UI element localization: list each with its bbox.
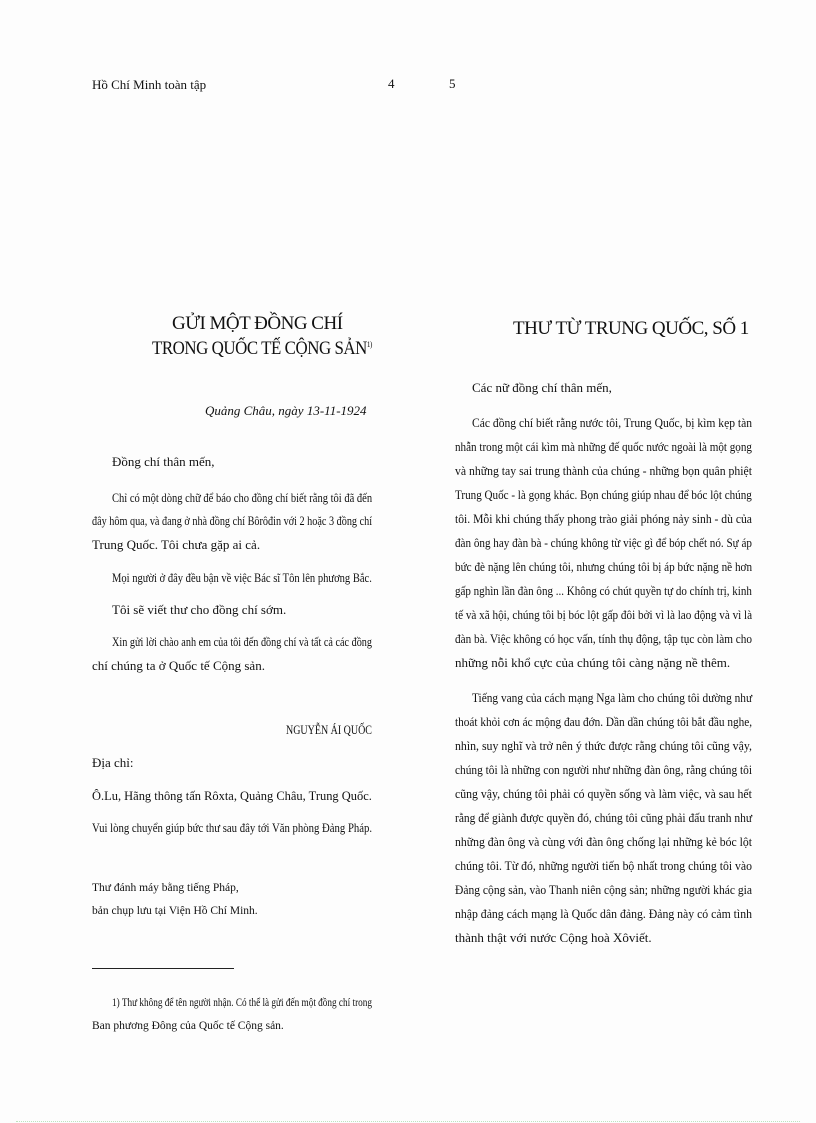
body-line: chúng tôi là những con người như những đàn ông, rằng chúng tôi bbox=[455, 762, 753, 777]
body-line: bức đè nặng lên chúng tôi, nhưng chúng tôi bị áp bức nặng nề hơn bbox=[455, 559, 753, 574]
left-page-number: 4 bbox=[388, 76, 395, 91]
body-line: những nỗi khổ cực của chúng tôi càng nặng nề thêm. bbox=[455, 655, 731, 670]
forward-note: Vui lòng chuyển giúp bức thư sau đây tới Văn phòng Đảng Pháp. bbox=[92, 820, 373, 835]
dateline: Quảng Châu, ngày 13-11-1924 bbox=[205, 403, 367, 418]
body-line: và những tay sai trung thành của chúng - những bọn quân phiệt bbox=[455, 463, 753, 478]
body-line: thoát khỏi cơn ác mộng đau đớn. Dần dần chúng tôi bắt đầu nghe, bbox=[455, 714, 753, 729]
address-label: Địa chỉ: bbox=[92, 755, 134, 770]
footnote-text: 1) Thư không để tên người nhận. Có thể là gửi đến một đồng chí trong bbox=[112, 997, 372, 1009]
footnote-text: Ban phương Đông của Quốc tế Cộng sản. bbox=[92, 1020, 284, 1032]
body-line: rằng để giành được quyền đó, chúng tôi cũng phải đấu tranh như bbox=[455, 810, 753, 825]
right-page-number: 5 bbox=[449, 76, 456, 91]
body-line: nhẫn trong một cái kìm mà những đế quốc nước ngoài là một gọng bbox=[455, 439, 752, 454]
footnote-divider bbox=[92, 968, 234, 969]
body-line: nhập đảng cách mạng là Quốc dân đảng. Đảng này có cảm tình bbox=[455, 906, 752, 921]
body-line bbox=[472, 690, 752, 706]
body-line: tế và xã hội, chúng tôi bị bóc lột gấp đôi bởi vì là lao động và vì là bbox=[455, 607, 753, 622]
body-line: nhìn, suy nghĩ và trở nên ý thức được rằng chúng tôi cũng vậy, bbox=[455, 738, 752, 753]
body-line: Đảng cộng sản, vào Thanh niên cộng sản; những người khác gia bbox=[455, 882, 753, 897]
body-line: Chỉ có một dòng chữ để báo cho đồng chí biết rằng tôi đã đến bbox=[112, 490, 373, 505]
body-line: đàn bà. Việc không có học vấn, tính thụ động, tập tục còn làm cho bbox=[455, 631, 753, 646]
body-line-text: Tiếng vang của cách mạng Nga làm cho chúng tôi dường như bbox=[472, 690, 753, 705]
signature: NGUYỄN ÁI QUỐC bbox=[286, 722, 372, 737]
address-line: Ô.Lu, Hãng thông tấn Rôxta, Quảng Châu, Trung Quốc. bbox=[92, 788, 372, 803]
body-line: chí chúng ta ở Quốc tế Cộng sản. bbox=[92, 658, 265, 673]
source-line: Thư đánh máy bằng tiếng Pháp, bbox=[92, 882, 239, 894]
body-line: Trung Quốc. Tôi chưa gặp ai cả. bbox=[92, 537, 261, 552]
left-title-text: TRONG QUỐC TẾ CỘNG SẢN bbox=[152, 338, 367, 359]
body-line: Tôi sẽ viết thư cho đồng chí sớm. bbox=[112, 602, 287, 617]
body-line: Trung Quốc - là gọng khác. Bọn chúng giúp nhau để bóc lột chúng bbox=[455, 487, 752, 502]
left-title-line1: GỬI MỘT ĐỒNG CHÍ bbox=[172, 313, 343, 334]
left-title-line2 bbox=[152, 338, 372, 360]
body-line: đây hôm qua, và đang ở nhà đồng chí Bôrôđin với 2 hoặc 3 đồng chí bbox=[92, 513, 373, 528]
body-line: cũng vậy, chúng tôi phải có quyền sống và làm việc, và sau hết bbox=[455, 786, 752, 801]
body-line: Mọi người ở đây đều bận về việc Bác sĩ Tôn lên phương Bắc. bbox=[112, 570, 372, 585]
body-line: đàn ông hay đàn bà - chúng không từ việc gì để bóp chết nó. Sự áp bbox=[455, 535, 752, 550]
body-line: gấp nghìn lần đàn ông ... Không có chút quyền tự do chính trị, kinh bbox=[455, 583, 752, 598]
body-line: chúng tôi. Từ đó, những người tiến bộ nhất trong chúng tôi vào bbox=[455, 858, 753, 873]
salutation: Đồng chí thân mến, bbox=[112, 454, 215, 469]
book-title-header: Hồ Chí Minh toàn tập bbox=[92, 77, 207, 92]
body-line: thành thật với nước Cộng hoà Xôviết. bbox=[455, 930, 652, 945]
source-line: bản chụp lưu tại Viện Hồ Chí Minh. bbox=[92, 905, 258, 917]
body-line: Xin gửi lời chào anh em của tôi đến đồng chí và tất cả các đồng bbox=[112, 634, 373, 649]
salutation: Các nữ đồng chí thân mến, bbox=[472, 380, 612, 395]
body-line: những đàn ông và cùng với đàn ông chống lại những kẻ bóc lột bbox=[455, 834, 753, 849]
body-line: tôi. Mỗi khi chúng thấy phong trào giải phóng nảy sinh - dù của bbox=[455, 511, 752, 526]
body-line: Các đồng chí biết rằng nước tôi, Trung Quốc, bị kìm kẹp tàn bbox=[472, 415, 753, 430]
footnote-ref: 1) bbox=[366, 340, 372, 349]
right-title: THƯ TỪ TRUNG QUỐC, SỐ 1 bbox=[513, 318, 749, 339]
